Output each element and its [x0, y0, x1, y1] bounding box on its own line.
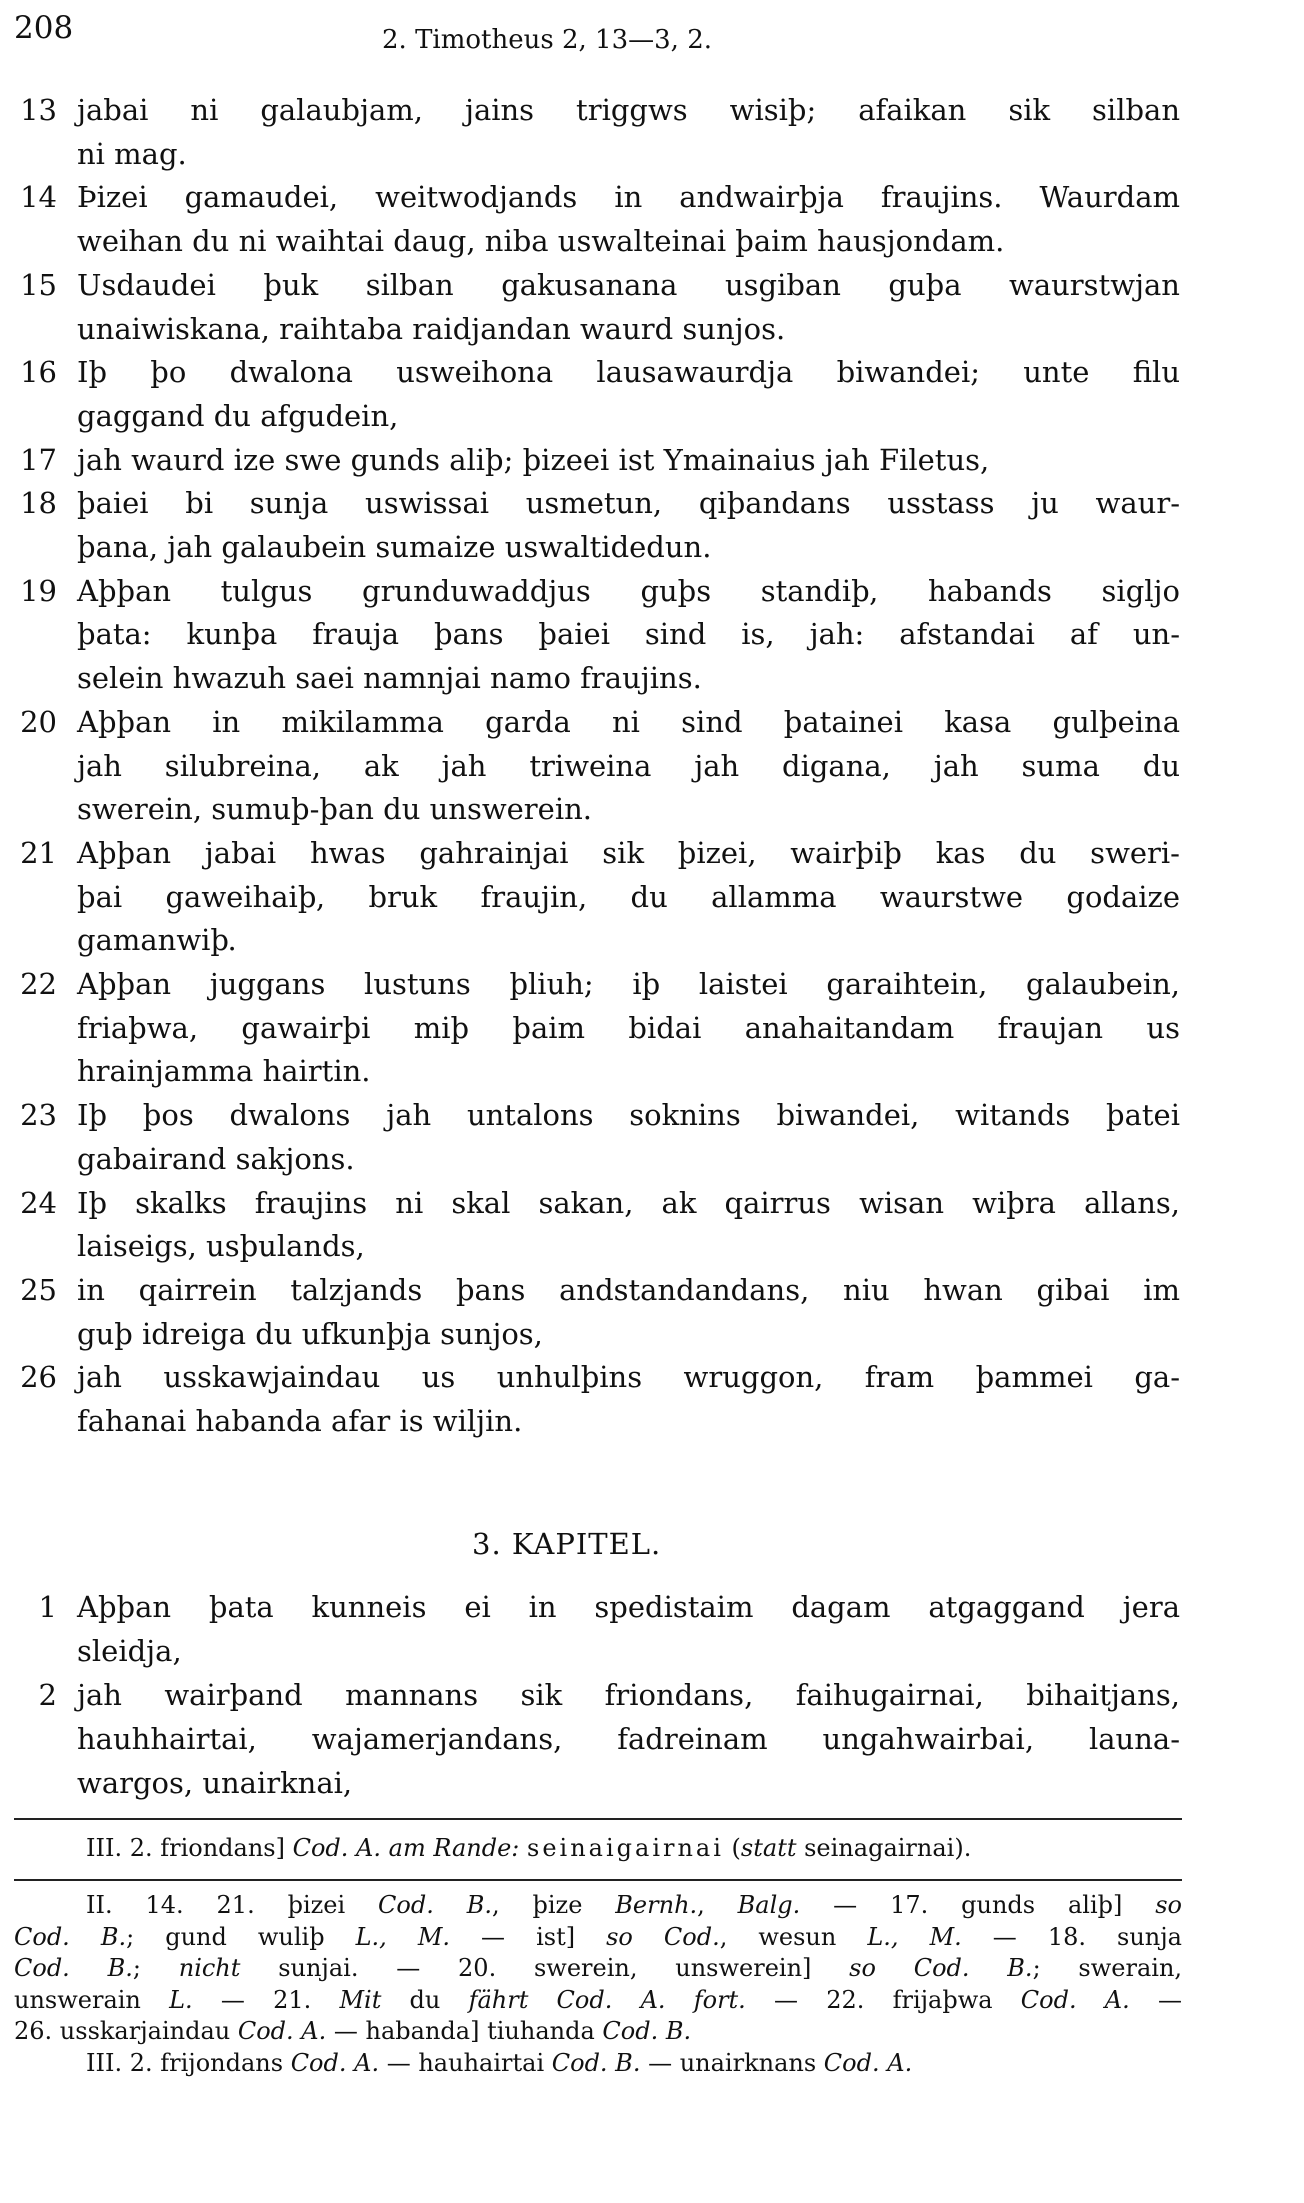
- verse-number: 24: [20, 1185, 57, 1220]
- text: — habanda] tiuhanda: [326, 2017, 603, 2045]
- text: 26. usskarjaindau: [14, 2017, 238, 2045]
- chapter-title: 3. KAPITEL.: [472, 1527, 662, 1561]
- text: ,: [697, 1891, 738, 1919]
- marginal-note: [86, 1833, 971, 1864]
- text: III. 2. frijondans: [86, 2049, 291, 2077]
- verse-line: Aþþan juggans lustuns þliuh; iþ laistei garaihtein, galaubein,: [77, 967, 1180, 1001]
- verse-line: þai gaweihaiþ, bruk fraujin, du allamma waurstwe godaize: [77, 879, 1180, 914]
- italic-text: Cod. A.: [237, 2017, 327, 2045]
- apparatus-line: [14, 1922, 1182, 1953]
- text: , þize: [492, 1891, 616, 1919]
- verse-line: wargos, unairknai,: [77, 1766, 353, 1800]
- verse-line: Aþþan þata kunneis ei in spedistaim dagam atgaggand jera: [77, 1590, 1180, 1624]
- italic-text: Cod. A.: [823, 2049, 913, 2077]
- verse-line: þaiei bi sunja uswissai usmetun, qiþandans usstass ju waur-: [77, 486, 1180, 521]
- verse-line: Þizei gamaudei, weitwodjands in andwairþja fraujins. Waurdam: [77, 180, 1180, 215]
- apparatus-line: [14, 1953, 1182, 1984]
- verse-number: 26: [20, 1360, 57, 1395]
- apparatus-line: [14, 1890, 1182, 1921]
- verse-line: Aþþan jabai hwas gahrainjai sik þizei, wairþiþ kas du sweri-: [77, 835, 1180, 870]
- verse-line: jah waurd ize swe gunds aliþ; þizeei ist Ymainaius jah Filetus,: [77, 442, 990, 477]
- italic-text: Cod. A.: [290, 2049, 380, 2077]
- verse-number: 25: [20, 1272, 57, 1307]
- italic-text: fährt Cod. A. fort.: [468, 1986, 746, 2014]
- verse-line: Usdaudei þuk silban gakusanana usgiban guþa waurstwjan: [77, 267, 1180, 302]
- verse-line: friaþwa, gawairþi miþ þaim bidai anahaitandam fraujan us: [77, 1010, 1180, 1045]
- text: sunjai. — 20. swerein, unswerein]: [240, 1954, 850, 1982]
- page-number: 208: [14, 10, 74, 46]
- italic-text: L., M.: [867, 1923, 962, 1951]
- verse-line: jah wairþand mannans sik friondans, faihugairnai, bihaitjans,: [77, 1678, 1180, 1712]
- italic-text: so Cod. B.: [849, 1954, 1033, 1982]
- verse-number: 17: [20, 442, 57, 477]
- apparatus-line: [86, 2048, 912, 2079]
- apparatus-line: [14, 1985, 1182, 2016]
- text: — 21.: [192, 1986, 340, 2014]
- verse-number: 21: [20, 835, 57, 870]
- italic-text: Cod. B.: [14, 1923, 127, 1951]
- verse-line: jabai ni galaubjam, jains triggws wisiþ; afaikan sik silban: [77, 93, 1180, 127]
- verse-line: ni mag.: [77, 136, 187, 171]
- verse-line: gamanwiþ.: [77, 923, 237, 958]
- italic-text: so Cod.: [606, 1923, 720, 1951]
- verse-line: sleidja,: [77, 1634, 182, 1668]
- verse-line: swerein, sumuþ-þan du unswerein.: [77, 792, 593, 827]
- text: du: [381, 1986, 469, 2014]
- apparatus-line: [14, 2016, 691, 2047]
- text: ; swerain,: [1032, 1954, 1183, 1982]
- italic-text: Cod. A.: [1020, 1986, 1130, 2014]
- text: [519, 1834, 527, 1862]
- verse-line: guþ idreiga du ufkunþja sunjos,: [77, 1316, 543, 1351]
- verse-line: Iþ þo dwalona usweihona lausawaurdja biwandei; unte filu: [77, 355, 1180, 390]
- verse-line: weihan du ni waihtai daug, niba uswalteinai þaim hausjondam.: [77, 224, 1005, 259]
- verse-number: 14: [20, 180, 57, 215]
- verse-number: 23: [20, 1098, 57, 1133]
- text: unswerain: [14, 1986, 170, 2014]
- text: — 18. sunja: [961, 1923, 1182, 1951]
- text: — hauhairtai: [379, 2049, 552, 2077]
- spaced-text: seinaigairnai: [527, 1834, 724, 1862]
- verse-line: þata: kunþa frauja þans þaiei sind is, jah: afstandai af un-: [77, 617, 1180, 652]
- text: — unairknans: [640, 2049, 824, 2077]
- text: III. 2. friondans]: [86, 1834, 293, 1862]
- verse-number: 16: [20, 355, 57, 390]
- verse-line: gabairand sakjons.: [77, 1141, 355, 1176]
- verse-line: jah silubreina, ak jah triweina jah digana, jah suma du: [77, 748, 1180, 783]
- verse-number: 19: [20, 573, 57, 608]
- footnote-rule-top: [14, 1818, 1182, 1820]
- italic-text: L., M.: [355, 1923, 451, 1951]
- italic-text: Cod. B.: [551, 2049, 641, 2077]
- italic-text: statt: [740, 1834, 797, 1862]
- verse-number: 20: [20, 704, 57, 739]
- verse-line: þana, jah galaubein sumaize uswaltidedun.: [77, 530, 712, 564]
- verse-line: in qairrein talzjands þans andstandandans, niu hwan gibai im: [77, 1272, 1180, 1307]
- italic-text: Cod. B.: [378, 1891, 492, 1919]
- verse-number: 13: [20, 93, 57, 127]
- text: — 17. gunds aliþ]: [800, 1891, 1156, 1919]
- verse-line: hauhhairtai, wajamerjandans, fadreinam ungahwairbai, launa-: [77, 1722, 1180, 1756]
- italic-text: Bernh.: [615, 1891, 698, 1919]
- text: — 22. frijaþwa: [745, 1986, 1021, 2014]
- text: seinagairnai).: [796, 1834, 972, 1862]
- text: II. 14. 21. þizei: [86, 1891, 379, 1919]
- verse-line: unaiwiskana, raihtaba raidjandan waurd sunjos.: [77, 311, 786, 346]
- italic-text: Cod. A. am Rande:: [292, 1834, 520, 1862]
- italic-text: Cod. B.: [14, 1954, 133, 1982]
- verse-line: Aþþan tulgus grunduwaddjus guþs standiþ, habands sigljo: [77, 573, 1180, 608]
- verse-number: 1: [38, 1590, 57, 1624]
- running-head: 2. Timotheus 2, 13—3, 2.: [382, 25, 713, 55]
- italic-text: Balg.: [737, 1891, 801, 1919]
- verse-line: gaggand du afgudein,: [77, 398, 399, 433]
- verse-number: 22: [20, 967, 57, 1001]
- verse-line: fahanai habanda afar is wiljin.: [77, 1404, 523, 1438]
- italic-text: L.: [169, 1986, 193, 2014]
- verse-line: Iþ þos dwalons jah untalons soknins biwandei, witands þatei: [77, 1098, 1180, 1133]
- verse-line: Iþ skalks fraujins ni skal sakan, ak qairrus wisan wiþra allans,: [77, 1185, 1180, 1220]
- footnote-rule-bottom: [14, 1879, 1182, 1881]
- italic-text: Cod. B.: [602, 2017, 692, 2045]
- verse-number: 18: [20, 486, 57, 521]
- verse-line: selein hwazuh saei namnjai namo fraujins.: [77, 661, 702, 696]
- verse-line: jah usskawjaindau us unhulþins wruggon, fram þammei ga-: [77, 1360, 1180, 1395]
- verse-number: 2: [38, 1678, 57, 1712]
- verse-line: hrainjamma hairtin.: [77, 1054, 371, 1089]
- text: ; gund wuliþ: [126, 1923, 356, 1951]
- verse-line: laiseigs, usþulands,: [77, 1229, 365, 1264]
- verse-line: Aþþan in mikilamma garda ni sind þatainei kasa gulþeina: [77, 704, 1180, 739]
- italic-text: nicht: [178, 1954, 241, 1982]
- italic-text: Mit: [339, 1986, 382, 2014]
- italic-text: so: [1155, 1891, 1182, 1919]
- text: — ist]: [450, 1923, 607, 1951]
- text: , wesun: [719, 1923, 868, 1951]
- text: —: [1129, 1986, 1182, 2014]
- text: ;: [132, 1954, 179, 1982]
- verse-number: 15: [20, 267, 57, 302]
- text: (: [723, 1834, 741, 1862]
